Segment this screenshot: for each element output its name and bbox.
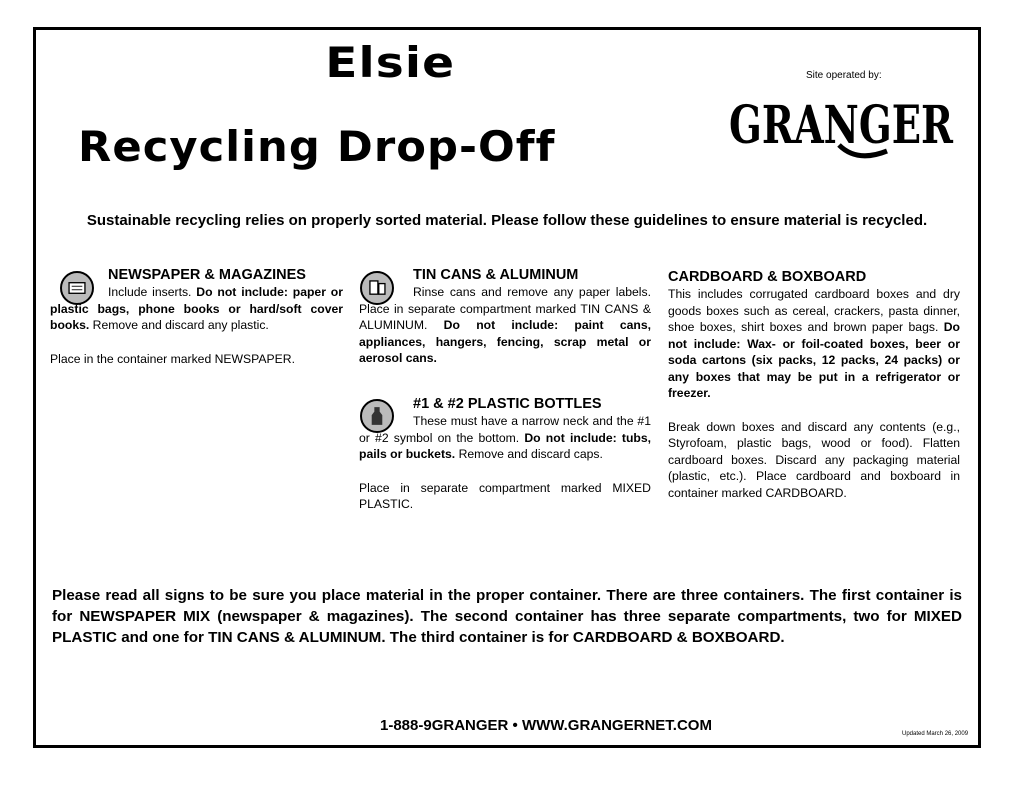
tin-cans-section <box>359 266 651 367</box>
container-instructions: Please read all signs to be sure you place material in the proper container. There are three containers. The first container is for NEWSPAPER MIX (newspaper & magazines). The second container has three separate compartments, two for MIXED PLASTIC and one for TIN CANS & ALUMINUM. The third container is for CARDBOARD & BOXBOARD. <box>52 587 962 646</box>
plastic-heading: #1 & #2 PLASTIC BOTTLES <box>413 396 602 412</box>
contact-info: 1-888-9GRANGER • WWW.GRANGERNET.COM <box>380 717 712 734</box>
title-line-2: Recycling Drop-Off <box>78 122 556 171</box>
plastic-section <box>359 395 651 513</box>
updated-date: Updated March 26, 2009 <box>902 731 969 737</box>
plastic-placement: Place in separate compartment marked MIXED PLASTIC. <box>359 480 651 511</box>
cardboard-section <box>668 268 960 501</box>
tagline: Sustainable recycling relies on properly sorted material. Please follow these guidelines to ensure material is recycled. <box>86 212 928 229</box>
cardboard-instructions: Break down boxes and discard any contents (e.g., Styrofoam, plastic bags, wood or food). Flatten cardboard boxes. Discard any packaging material (plastic, etc.). Place cardboard and boxboard in container marked CARDBOARD. <box>668 419 960 500</box>
newspaper-section <box>50 266 343 367</box>
newspaper-placement: Place in the container marked NEWSPAPER. <box>50 351 295 366</box>
cardboard-heading: CARDBOARD & BOXBOARD <box>668 269 867 285</box>
newspaper-text: Include inserts. Do not include: paper or plastic bags, phone books or hard/soft cover books. Remove and discard any plastic. <box>50 285 343 332</box>
tin-cans-heading: TIN CANS & ALUMINUM <box>413 267 579 283</box>
site-operated-by-label: Site operated by: <box>806 70 882 81</box>
plastic-text: These must have a narrow neck and the #1 or #2 symbol on the bottom. Do not include: tubs, pails or buckets. Remove and discard caps. <box>359 414 651 461</box>
granger-logo-text: GRANGER <box>729 95 954 156</box>
newspaper-heading: NEWSPAPER & MAGAZINES <box>108 267 306 283</box>
granger-logo <box>727 85 957 165</box>
title-line-1: Elsie <box>325 38 456 87</box>
cardboard-text: This includes corrugated cardboard boxes and dry goods boxes such as cereal, crackers, pasta dinner, shoe boxes, shirt boxes and brown paper bags. Do not include: Wax- or foil-coated boxes, beer or soda cartons (six packs, 12 packs, 24 packs) or any boxes that may be put in a refrigerator or freezer. <box>668 287 960 400</box>
tin-cans-text: Rinse cans and remove any paper labels. Place in separate compartment marked TIN CANS & ALUMINUM. Do not include: paint cans, appliances, hangers, fencing, scrap metal or aerosol cans. <box>359 285 651 365</box>
